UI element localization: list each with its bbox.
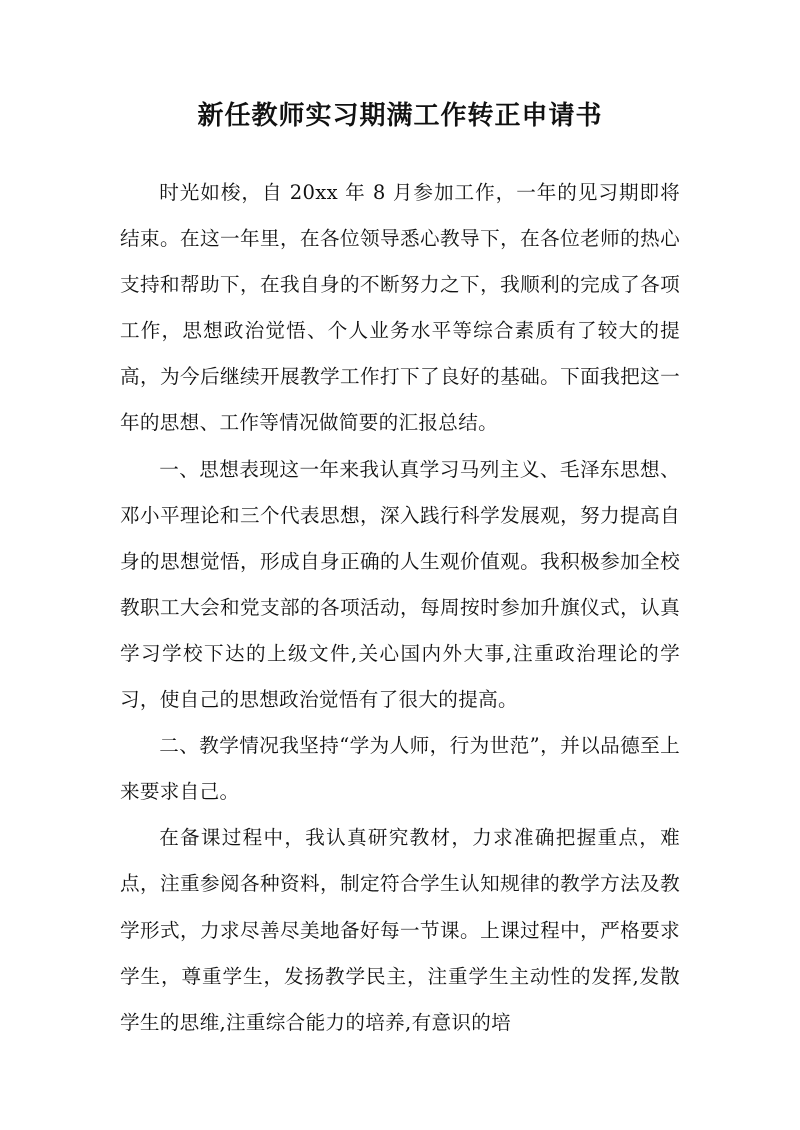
paragraph-teaching: 二、教学情况我坚持“学为人师，行为世范”，并以品德至上来要求自己。 xyxy=(120,734,680,804)
paragraph-lesson-prep: 在备课过程中，我认真研究教材，力求准确把握重点，难点，注重参阅各种资料，制定符合学生认知规律的教学方法及教学形式，力求尽善尽美地备好每一节课。上课过程中，严格要求学生，尊重学生，发扬教学民主，注重学生主动性的发挥,发散学生的思维,注重综合能力的培养,有意识的培 xyxy=(120,826,680,1034)
paragraph-intro: 时光如梭，自 20xx 年 8 月参加工作，一年的见习期即将结束。在这一年里，在各位领导悉心教导下，在各位老师的热心支持和帮助下，在我自身的不断努力之下，我顺利的完成了各项工作，思想政治觉悟、个人业务水平等综合素质有了较大的提高，为今后继续开展教学工作打下了良好的基础。下面我把这一年的思想、工作等情况做简要的汇报总结。 xyxy=(120,181,680,435)
document-body xyxy=(120,170,680,1046)
document-title: 新任教师实习期满工作转正申请书 xyxy=(197,101,603,131)
paragraph-ideology: 一、思想表现这一年来我认真学习马列主义、毛泽东思想、邓小平理论和三个代表思想，深入践行科学发展观，努力提高自身的思想觉悟，形成自身正确的人生观价值观。我积极参加全校教职工大会和党支部的各项活动，每周按时参加升旗仪式，认真学习学校下达的上级文件,关心国内外大事,注重政治理论的学习，使自己的思想政治觉悟有了很大的提高。 xyxy=(120,457,680,712)
